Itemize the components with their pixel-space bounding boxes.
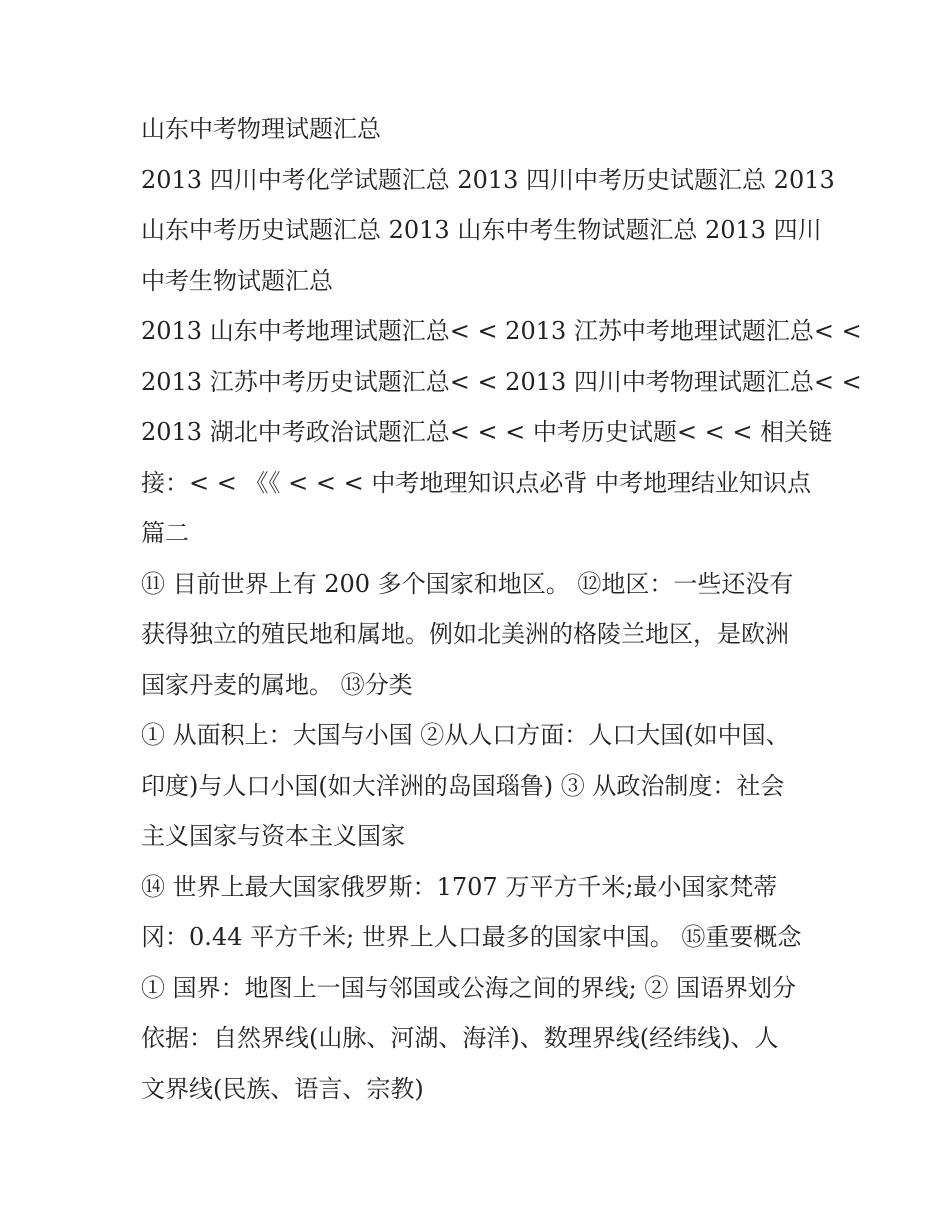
text-line: ⑪ 目前世界上有 200 多个国家和地区。 ⑫地区：一些还没有 xyxy=(141,569,794,598)
text-line: 篇二 xyxy=(141,519,189,547)
text-line: 山东中考物理试题汇总 xyxy=(141,115,381,143)
text-line: ① 国界：地图上一国与邻国或公海之间的界线; ② 国语界划分 xyxy=(141,973,796,1002)
text-line: 文界线(民族、语言、宗教) xyxy=(141,1074,424,1103)
text-line: 山东中考历史试题汇总 2013 山东中考生物试题汇总 2013 四川 xyxy=(141,216,822,244)
text-line: ① 从面积上：大国与小国 ②从人口方面：人口大国(如中国、 xyxy=(141,721,790,749)
text-line: ⑭ 世界上最大国家俄罗斯：1707 万平方千米;最小国家梵蒂 xyxy=(141,872,778,901)
text-line: 2013 山东中考地理试题汇总< < 2013 江苏中考地理试题汇总< < xyxy=(141,317,862,345)
text-line: 2013 四川中考化学试题汇总 2013 四川中考历史试题汇总 2013 xyxy=(141,165,835,194)
text-line: 冈：0.44 平方千米; 世界上人口最多的国家中国。 ⑮重要概念 xyxy=(141,923,802,951)
text-line: 2013 湖北中考政治试题汇总< < < 中考历史试题< < < 相关链 xyxy=(141,418,833,446)
text-line: 中考生物试题汇总 xyxy=(141,266,333,295)
document-body xyxy=(141,104,862,1114)
text-line: 获得独立的殖民地和属地。例如北美洲的格陵兰地区，是欧洲 xyxy=(141,620,789,648)
text-line: 国家丹麦的属地。 ⑬分类 xyxy=(141,670,413,699)
text-line: 依据：自然界线(山脉、河湖、海洋)、数理界线(经纬线)、人 xyxy=(141,1024,779,1052)
text-line: 接：< < 《《 < < < 中考地理知识点必背 中考地理结业知识点 xyxy=(141,468,811,497)
text-line: 印度)与人口小国(如大洋洲的岛国瑙鲁) ③ 从政治制度：社会 xyxy=(141,771,785,800)
text-line: 2013 江苏中考历史试题汇总< < 2013 四川中考物理试题汇总< < xyxy=(141,367,862,396)
text-line: 主义国家与资本主义国家 xyxy=(141,822,405,850)
